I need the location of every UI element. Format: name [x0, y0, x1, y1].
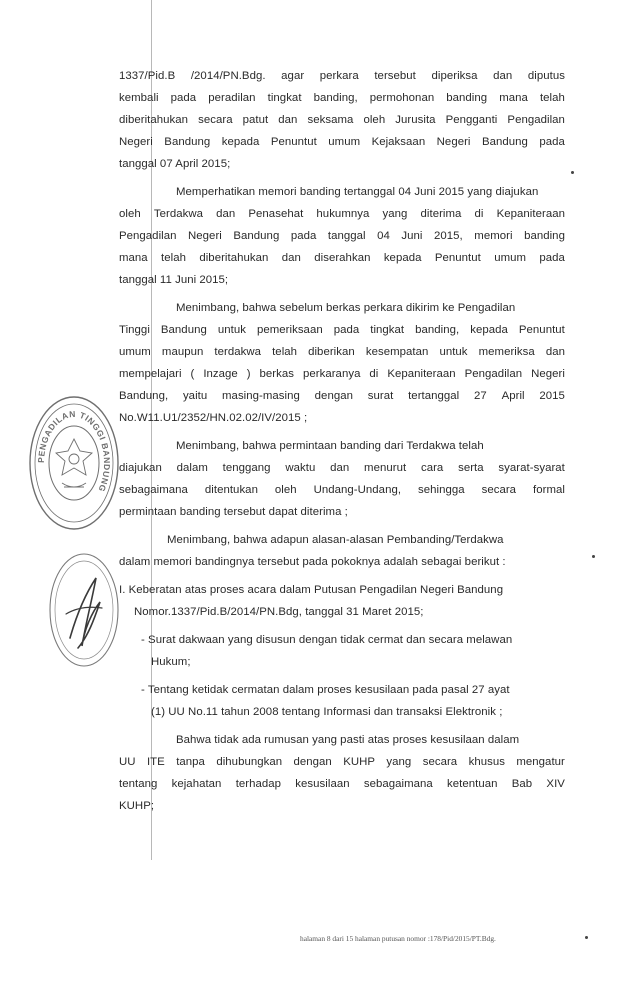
text-line — [119, 131, 565, 153]
word: Negeri — [531, 368, 565, 380]
word: Penasehat — [248, 208, 304, 220]
text-line: Menimbang, bahwa adapun alasan-alasan Pembanding/Terdakwa — [167, 534, 504, 546]
word: dan — [281, 252, 301, 264]
word: Jurusita — [395, 114, 436, 126]
word: khusus — [468, 756, 505, 768]
text-line — [119, 363, 565, 385]
scan-speck — [592, 555, 595, 558]
text-line — [119, 203, 565, 225]
word: dihubungkan — [216, 756, 283, 768]
text-line — [119, 385, 565, 407]
word: April — [501, 390, 525, 402]
text-line: - Tentang ketidak cermatan dalam proses kesusilaan pada pasal 27 ayat — [141, 684, 510, 696]
word: tentang — [119, 778, 158, 790]
word: pada — [170, 92, 197, 104]
word: hukumnya — [316, 208, 370, 220]
word: syarat-syarat — [498, 462, 565, 474]
paragraph-4 — [119, 435, 565, 523]
text-line: - Surat dakwaan yang disusun dengan tidak cermat dan secara melawan — [141, 634, 513, 646]
word: diajukan — [119, 462, 162, 474]
word: peradilan — [208, 92, 256, 104]
word: tingkat — [267, 92, 302, 104]
word: tenggang — [222, 462, 271, 474]
text-line — [119, 65, 565, 87]
text-line: Bahwa tidak ada rumusan yang pasti atas proses kesusilaan dalam — [176, 734, 520, 746]
word: mengatur — [516, 756, 565, 768]
word: diberitahukan — [199, 252, 269, 264]
signature-stamp — [48, 550, 120, 670]
text-line — [119, 109, 565, 131]
word: banding, — [415, 324, 460, 336]
word: di — [474, 208, 484, 220]
word: tanpa — [176, 756, 205, 768]
word: pada — [333, 324, 360, 336]
word: kesusilaan — [295, 778, 350, 790]
text-line: Menimbang, bahwa sebelum berkas perkara dikirim ke Pengadilan — [176, 302, 516, 314]
word: terhadap — [235, 778, 282, 790]
word: KUHP — [343, 756, 376, 768]
word: Penuntut — [518, 324, 565, 336]
word: ketentuan — [447, 778, 498, 790]
word: telah — [161, 252, 186, 264]
word: untuk — [439, 346, 468, 358]
dash-item-2 — [119, 679, 565, 723]
text-line — [119, 225, 565, 247]
word: menurut — [364, 462, 407, 474]
word: Bab — [511, 778, 533, 790]
word: untuk — [217, 324, 246, 336]
word: dan — [278, 114, 298, 126]
paragraph-3 — [119, 297, 565, 429]
word: 2015, — [434, 230, 463, 242]
text-line — [119, 319, 565, 341]
word: memori — [474, 230, 513, 242]
word: yaitu — [182, 390, 208, 402]
word: surat — [367, 390, 394, 402]
word: mana — [119, 252, 148, 264]
word: telah — [539, 92, 565, 104]
word: seksama — [307, 114, 354, 126]
word: mempelajari — [119, 368, 182, 380]
text-line: Menimbang, bahwa permintaan banding dari Terdakwa telah — [176, 440, 484, 452]
text-line: dalam memori bandingnya tersebut pada pokoknya adalah sebagai berikut : — [119, 556, 506, 568]
text-line: Nomor.1337/Pid.B/2014/PN.Bdg, tanggal 31 Maret 2015; — [134, 606, 424, 618]
paragraph-1 — [119, 65, 565, 175]
text-line: permintaan banding tersebut dapat diterima ; — [119, 506, 348, 518]
word: kepada — [383, 252, 422, 264]
text-line: tanggal 07 April 2015; — [119, 158, 231, 170]
word: oleh — [363, 114, 386, 126]
court-seal-stamp — [28, 393, 120, 533]
word: cara — [420, 462, 444, 474]
word: oleh — [274, 484, 297, 496]
word: Tinggi — [119, 324, 150, 336]
text-line: Hukum; — [151, 656, 191, 668]
word: Negeri — [188, 230, 222, 242]
word: Bandung — [160, 324, 207, 336]
text-line: KUHP; — [119, 800, 155, 812]
word: dan — [330, 462, 350, 474]
word: permohonan — [369, 92, 435, 104]
text-line — [119, 247, 565, 269]
word: telah — [272, 346, 298, 358]
word: secara — [481, 484, 517, 496]
paragraph-9 — [119, 729, 565, 817]
objection-point-1 — [119, 579, 565, 623]
word: dan — [493, 70, 513, 82]
word: terdakwa — [214, 346, 262, 358]
word: Bandung — [233, 230, 280, 242]
word: Negeri — [436, 136, 471, 148]
word: secara — [422, 756, 458, 768]
word: 1337/Pid.B — [119, 70, 176, 82]
word: perkaranya — [302, 368, 361, 380]
word: waktu — [285, 462, 316, 474]
word: maupun — [161, 346, 204, 358]
word: sebagaimana — [363, 778, 433, 790]
word: tanggal — [327, 230, 366, 242]
word: dengan — [314, 390, 353, 402]
word: ( — [190, 368, 195, 380]
text-line: No.W11.U1/2352/HN.02.02/IV/2015 ; — [119, 412, 308, 424]
word: perkara — [319, 70, 359, 82]
word: umum — [119, 346, 151, 358]
word: secara — [198, 114, 233, 126]
word: Pengadilan — [507, 114, 565, 126]
text-line — [119, 457, 565, 479]
word: XIV — [546, 778, 565, 790]
word: pada — [539, 252, 565, 264]
word: pemeriksaan — [256, 324, 323, 336]
word: Bandung — [164, 136, 211, 148]
text-line — [119, 751, 565, 773]
word: tersebut — [374, 70, 416, 82]
word: dan — [545, 346, 565, 358]
word: memeriksa — [478, 346, 535, 358]
word: ) — [246, 368, 251, 380]
dash-item-1 — [119, 629, 565, 673]
word: di — [369, 368, 379, 380]
word: 27 — [474, 390, 487, 402]
word: sehingga — [418, 484, 465, 496]
paragraph-2 — [119, 181, 565, 291]
scan-speck — [585, 936, 588, 939]
word: umum — [494, 252, 527, 264]
text-line — [119, 87, 565, 109]
word: formal — [533, 484, 565, 496]
text-line: tanggal 11 Juni 2015; — [119, 274, 229, 286]
text-line: Memperhatikan memori banding tertanggal 04 Juni 2015 yang diajukan — [176, 186, 539, 198]
word: Bandung — [481, 136, 528, 148]
word: Bandung, — [119, 390, 169, 402]
word: banding — [524, 230, 565, 242]
word: Undang-Undang, — [313, 484, 402, 496]
word: kepada — [470, 324, 508, 336]
page-footer: halaman 8 dari 15 halaman putusan nomor :178/Pid/2015/PT.Bdg. — [300, 934, 496, 943]
word: diserahkan — [314, 252, 371, 264]
word: /2014/PN.Bdg. — [190, 70, 266, 82]
word: UU — [119, 756, 136, 768]
word: 2015 — [539, 390, 565, 402]
paragraph-5 — [119, 529, 565, 573]
word: masing-masing — [222, 390, 300, 402]
word: diperiksa — [431, 70, 478, 82]
word: Pengadilan — [119, 230, 177, 242]
word: Terdakwa — [153, 208, 204, 220]
word: berkas — [259, 368, 295, 380]
text-line — [119, 341, 565, 363]
word: diputus — [527, 70, 565, 82]
word: dalam — [176, 462, 208, 474]
word: diterima — [420, 208, 462, 220]
word: pada — [539, 136, 565, 148]
word: kejahatan — [171, 778, 222, 790]
word: yang — [386, 756, 412, 768]
word: Penuntut — [270, 136, 317, 148]
word: agar — [281, 70, 305, 82]
word: Kepaniteraan — [387, 368, 456, 380]
word: tertanggal — [408, 390, 460, 402]
word: sebagaimana — [119, 484, 188, 496]
word: Penuntut — [434, 252, 481, 264]
word: 04 — [377, 230, 390, 242]
word: umum — [328, 136, 361, 148]
word: Negeri — [119, 136, 153, 148]
word: kembali — [119, 92, 159, 104]
word: dengan — [293, 756, 332, 768]
word: diberitahukan — [119, 114, 189, 126]
word: banding — [446, 92, 488, 104]
word: tingkat — [370, 324, 405, 336]
word: patut — [242, 114, 269, 126]
word: serta — [458, 462, 484, 474]
word: ITE — [146, 756, 165, 768]
word: Juni — [401, 230, 423, 242]
word: yang — [382, 208, 408, 220]
text-line: I. Keberatan atas proses acara dalam Putusan Pengadilan Negeri Bandung — [119, 584, 504, 596]
text-line — [119, 479, 565, 501]
word: Pengadilan — [464, 368, 523, 380]
document-body — [119, 65, 565, 817]
text-line — [119, 773, 565, 795]
word: banding, — [313, 92, 358, 104]
svg-text:PENGADILAN TINGGI BANDUNG — [36, 409, 112, 494]
word: dan — [216, 208, 236, 220]
word: Inzage — [203, 368, 238, 380]
word: diberikan — [308, 346, 355, 358]
word: pada — [290, 230, 317, 242]
word: Pengganti — [445, 114, 498, 126]
text-line: (1) UU No.11 tahun 2008 tentang Informasi dan transaksi Elektronik ; — [151, 706, 503, 718]
word: mana — [499, 92, 528, 104]
seal-ring-text: PENGADILAN TINGGI BANDUNG — [35, 408, 113, 494]
word: kepada — [221, 136, 260, 148]
word: Kepaniteraan — [496, 208, 565, 220]
scan-speck — [571, 171, 574, 174]
word: ditentukan — [204, 484, 258, 496]
word: Kejaksaan — [371, 136, 426, 148]
word: oleh — [119, 208, 141, 220]
word: kesempatan — [365, 346, 429, 358]
